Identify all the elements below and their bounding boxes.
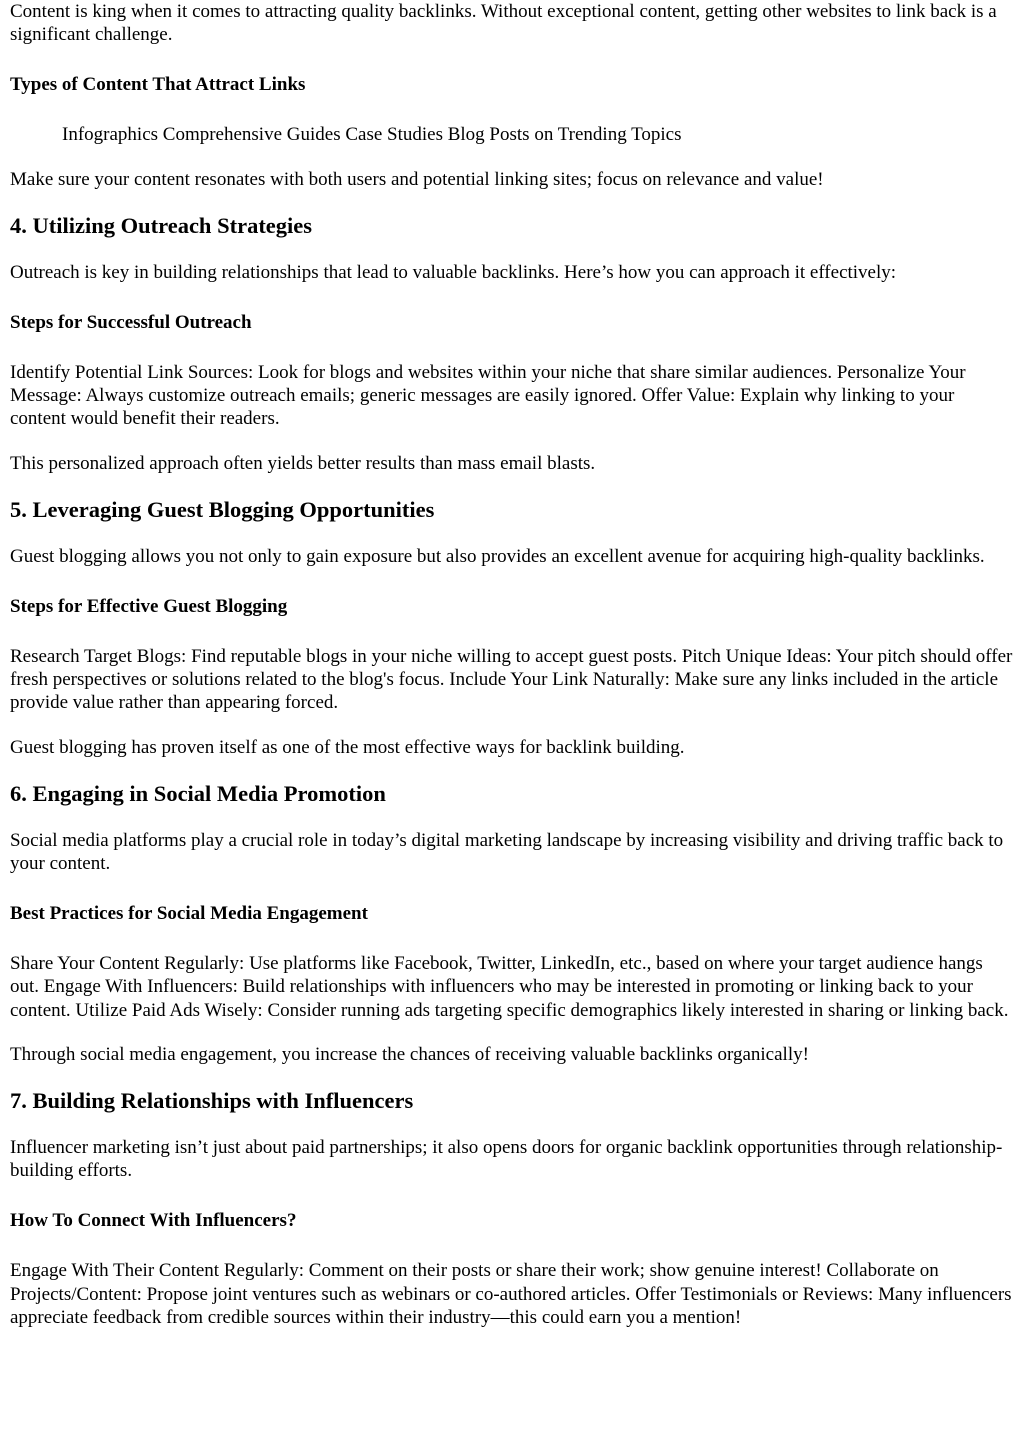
content-types-list: Infographics Comprehensive Guides Case Studies Blog Posts on Trending Topics [62, 124, 682, 146]
section-5-subheading: Steps for Effective Guest Blogging [10, 596, 288, 618]
section-4-steps: Identify Potential Link Sources: Look for blogs and websites within your niche that share similar audiences. Personalize Your Message: Always customize outreach emails; generic messages are easily ignored. Offer Value: Explain why linking to your content would benefit their readers. [10, 362, 966, 430]
content-types-note: Make sure your content resonates with both users and potential linking sites; focus on relevance and value! [10, 168, 824, 190]
section-6-intro: Social media platforms play a crucial role in today’s digital marketing landscape by increasing visibility and driving traffic back to your content. [10, 829, 1004, 875]
section-5-heading: 5. Leveraging Guest Blogging Opportunities [10, 496, 435, 522]
section-6-closing: Through social media engagement, you increase the chances of receiving valuable backlinks organically! [10, 1043, 809, 1065]
section-5-steps: Research Target Blogs: Find reputable blogs in your niche willing to accept guest posts. Pitch Unique Ideas: Your pitch should offer fresh perspectives or solutions related to the blog's focus. Include Your Link Naturally: Make sure any links included in the article provide value rather than appearing forced. [10, 646, 1013, 714]
section-6-subheading: Best Practices for Social Media Engagement [10, 903, 368, 925]
content-types-heading: Types of Content That Attract Links [10, 74, 306, 96]
section-4-heading: 4. Utilizing Outreach Strategies [10, 212, 313, 238]
section-7-steps: Engage With Their Content Regularly: Comment on their posts or share their work; show genuine interest! Collaborate on Projects/Content: Propose joint ventures such as webinars or co-authored articles. Offer Testimonials or Reviews: Many influencers appreciate feedback from credible sources within their industry—this could earn you a mention! [10, 1260, 1012, 1328]
section-7-subheading: How To Connect With Influencers? [10, 1210, 297, 1232]
section-5-intro: Guest blogging allows you not only to gain exposure but also provides an excellent avenue for acquiring high-quality backlinks. [10, 545, 985, 567]
section-4-subheading: Steps for Successful Outreach [10, 312, 252, 334]
section-4-intro: Outreach is key in building relationships that lead to valuable backlinks. Here’s how you can approach it effectively: [10, 261, 897, 283]
section-7-heading: 7. Building Relationships with Influencers [10, 1088, 414, 1114]
section-6-steps: Share Your Content Regularly: Use platforms like Facebook, Twitter, LinkedIn, etc., based on where your target audience hangs out. Engage With Influencers: Build relationships with influencers who may be interested in promoting or linking back to your content. Utilize Paid Ads Wisely: Consider running ads targeting specific demographics likely interested in sharing or linking back. [10, 953, 1009, 1021]
intro-paragraph: Content is king when it comes to attracting quality backlinks. Without exceptional content, getting other websites to link back is a significant challenge. [10, 1, 997, 46]
section-5-closing: Guest blogging has proven itself as one of the most effective ways for backlink building. [10, 736, 685, 758]
section-7-intro: Influencer marketing isn’t just about paid partnerships; it also opens doors for organic backlink opportunities through relationship-building efforts. [10, 1137, 1003, 1182]
section-4-closing: This personalized approach often yields better results than mass email blasts. [10, 452, 596, 474]
section-6-heading: 6. Engaging in Social Media Promotion [10, 780, 386, 806]
